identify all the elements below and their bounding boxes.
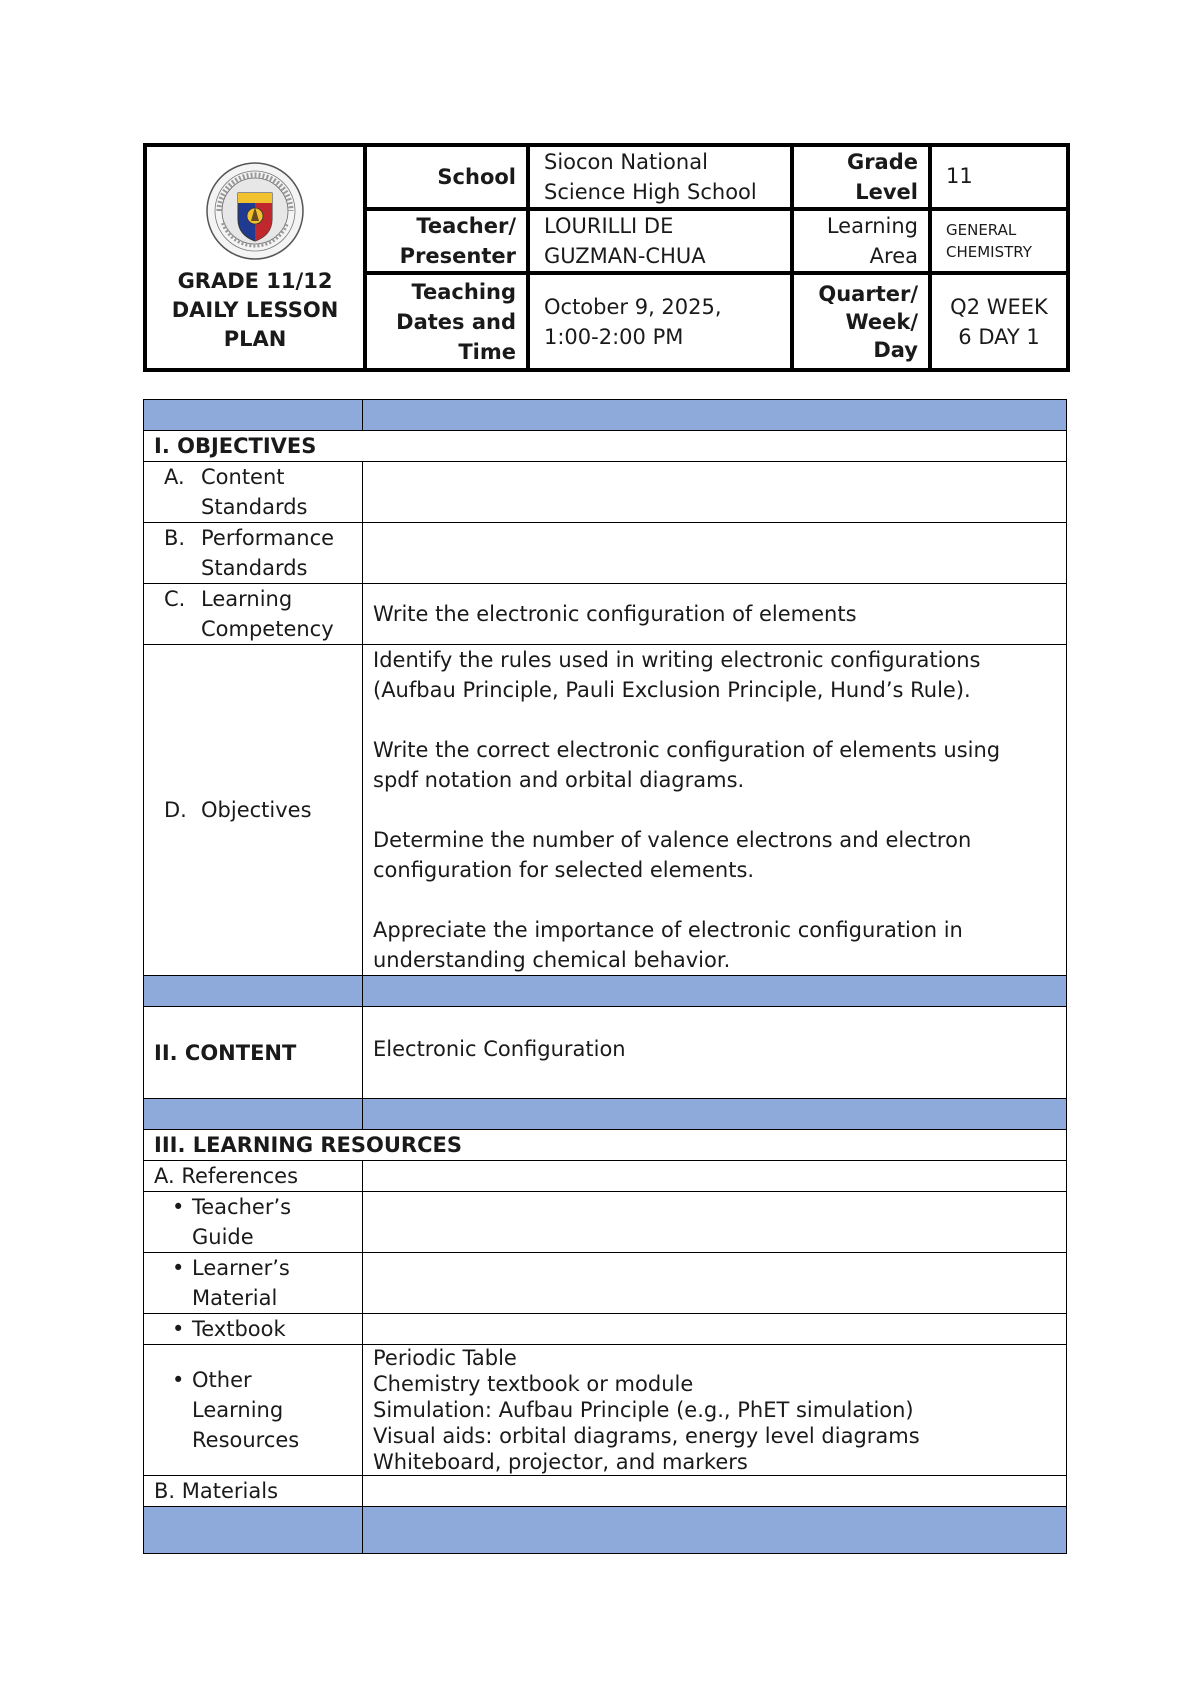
performance-standards-label [144,523,363,584]
performance-standards-label-line2: Standards [201,556,308,580]
teacher-value-line2: GUZMAN-CHUA [544,244,706,268]
objective-2-line1: Write the correct electronic configuration of elements using [373,738,1001,762]
references-row [144,1161,1067,1192]
other-resources-label [144,1345,363,1476]
textbook-text: Textbook [192,1317,286,1341]
dates-label-line3: Time [458,339,516,364]
quarter-label-line1: Quarter/ [818,281,918,306]
performance-standards-label-line1: Performance [201,526,335,550]
objective-4-line2: understanding chemical behavior. [373,948,731,972]
performance-standards-row [144,523,1067,584]
document-title-line2: DAILY LESSON [171,298,339,322]
learners-material-line1: Learner’s [192,1256,290,1280]
learners-material-line2: Material [192,1286,278,1310]
references-label: A. References [144,1161,363,1192]
school-value [528,145,792,209]
objective-item [373,645,1056,705]
learners-material-row [144,1253,1067,1314]
quarter-value-line2: 6 DAY 1 [958,324,1040,349]
objective-item [373,915,1056,975]
objective-item [373,825,1056,885]
learning-competency-letter: C. [164,587,186,611]
objectives-heading-row [144,431,1067,462]
bullet-icon: • [172,1368,185,1392]
teacher-value [528,209,792,273]
resource-item: Periodic Table [373,1346,517,1370]
dates-value-line1: October 9, 2025, [544,294,722,319]
area-label-line1: Learning [826,214,918,238]
deped-seal-icon [205,161,305,261]
teaching-dates-value [528,273,792,370]
quarter-week-day-label [792,273,930,370]
content-value: Electronic Configuration [363,1007,1067,1099]
school-value-line2: Science High School [544,180,757,204]
objectives-label [144,645,363,976]
teachers-guide-line2: Guide [192,1225,254,1249]
teachers-guide-row [144,1192,1067,1253]
objectives-list [363,645,1067,976]
performance-standards-value [363,523,1067,584]
other-resources-line2: Learning [192,1398,284,1422]
section-band [144,400,1067,431]
learning-resources-heading-row [144,1130,1067,1161]
area-label-line2: Area [869,244,918,268]
content-heading: II. CONTENT [144,1007,363,1099]
school-value-line1: Siocon National [544,150,708,174]
textbook-row [144,1314,1067,1345]
resource-item: Chemistry textbook or module [373,1372,694,1396]
quarter-week-day-value [930,273,1068,370]
objectives-row [144,645,1067,976]
objective-item [373,735,1056,795]
other-resources-line3: Resources [192,1428,300,1452]
content-standards-label-line2: Standards [201,495,308,519]
learners-material-label [144,1253,363,1314]
content-standards-row [144,462,1067,523]
objective-3-line2: configuration for selected elements. [373,858,755,882]
content-standards-label-line1: Content [201,465,285,489]
lesson-plan-table [143,399,1067,1554]
dates-label-line2: Dates and [396,309,516,334]
textbook-value [363,1314,1067,1345]
materials-value [363,1476,1067,1507]
dates-value-line2: 1:00-2:00 PM [544,324,684,349]
grade-label-line1: Grade [846,150,918,174]
teacher-label-line2: Presenter [399,244,516,268]
materials-label: B. Materials [144,1476,363,1507]
learning-competency-value: Write the electronic configuration of elements [363,584,1067,645]
section-band [144,1507,1067,1554]
learning-area-value [930,209,1068,273]
objective-3-line1: Determine the number of valence electrons and electron [373,828,972,852]
learning-area-label [792,209,930,273]
area-value-line2: CHEMISTRY [946,243,1032,261]
quarter-label-line3: Day [873,337,918,362]
resource-item: Visual aids: orbital diagrams, energy level diagrams [373,1424,920,1448]
other-resources-list [363,1345,1067,1476]
resource-item: Whiteboard, projector, and markers [373,1450,748,1474]
objectives-label-text: Objectives [201,798,312,822]
learning-competency-label-line2: Competency [201,617,334,641]
textbook-label [144,1314,363,1345]
objective-2-line2: spdf notation and orbital diagrams. [373,768,745,792]
learning-competency-label [144,584,363,645]
logo-title-cell [145,145,365,370]
bullet-icon: • [172,1256,185,1280]
quarter-label-line2: Week/ [845,309,918,334]
teacher-label [365,209,528,273]
learning-competency-label-line1: Learning [201,587,293,611]
grade-label-line2: Level [855,180,918,204]
grade-level-value: 11 [930,145,1068,209]
section-band [144,1099,1067,1130]
document-title-line3: PLAN [223,327,287,351]
teachers-guide-line1: Teacher’s [192,1195,292,1219]
objective-1-line1: Identify the rules used in writing electronic configurations [373,648,981,672]
learning-resources-heading: III. LEARNING RESOURCES [144,1130,1067,1161]
header-table [143,143,1070,372]
objective-1-line2: (Aufbau Principle, Pauli Exclusion Principle, Hund’s Rule). [373,678,971,702]
document-title-line1: GRADE 11/12 [177,269,333,293]
resource-item: Simulation: Aufbau Principle (e.g., PhET simulation) [373,1398,914,1422]
objectives-heading: I. OBJECTIVES [144,431,1067,462]
other-resources-line1: Other [192,1368,252,1392]
bullet-icon: • [172,1317,185,1341]
section-band [144,976,1067,1007]
other-resources-row [144,1345,1067,1476]
materials-row [144,1476,1067,1507]
school-label: School [365,145,528,209]
content-row [144,1007,1067,1099]
learners-material-value [363,1253,1067,1314]
objective-4-line1: Appreciate the importance of electronic configuration in [373,918,963,942]
teachers-guide-value [363,1192,1067,1253]
teacher-label-line1: Teacher/ [416,214,516,238]
grade-level-label [792,145,930,209]
bullet-icon: • [172,1195,185,1219]
learning-competency-row [144,584,1067,645]
references-value [363,1161,1067,1192]
dates-label-line1: Teaching [411,279,516,304]
teacher-value-line1: LOURILLI DE [544,214,674,238]
quarter-value-line1: Q2 WEEK [950,294,1048,319]
area-value-line1: GENERAL [946,221,1017,239]
teachers-guide-label [144,1192,363,1253]
teaching-dates-label [365,273,528,370]
content-standards-letter: A. [164,465,185,489]
content-standards-label [144,462,363,523]
performance-standards-letter: B. [164,526,186,550]
content-standards-value [363,462,1067,523]
objectives-letter: D. [164,798,187,822]
